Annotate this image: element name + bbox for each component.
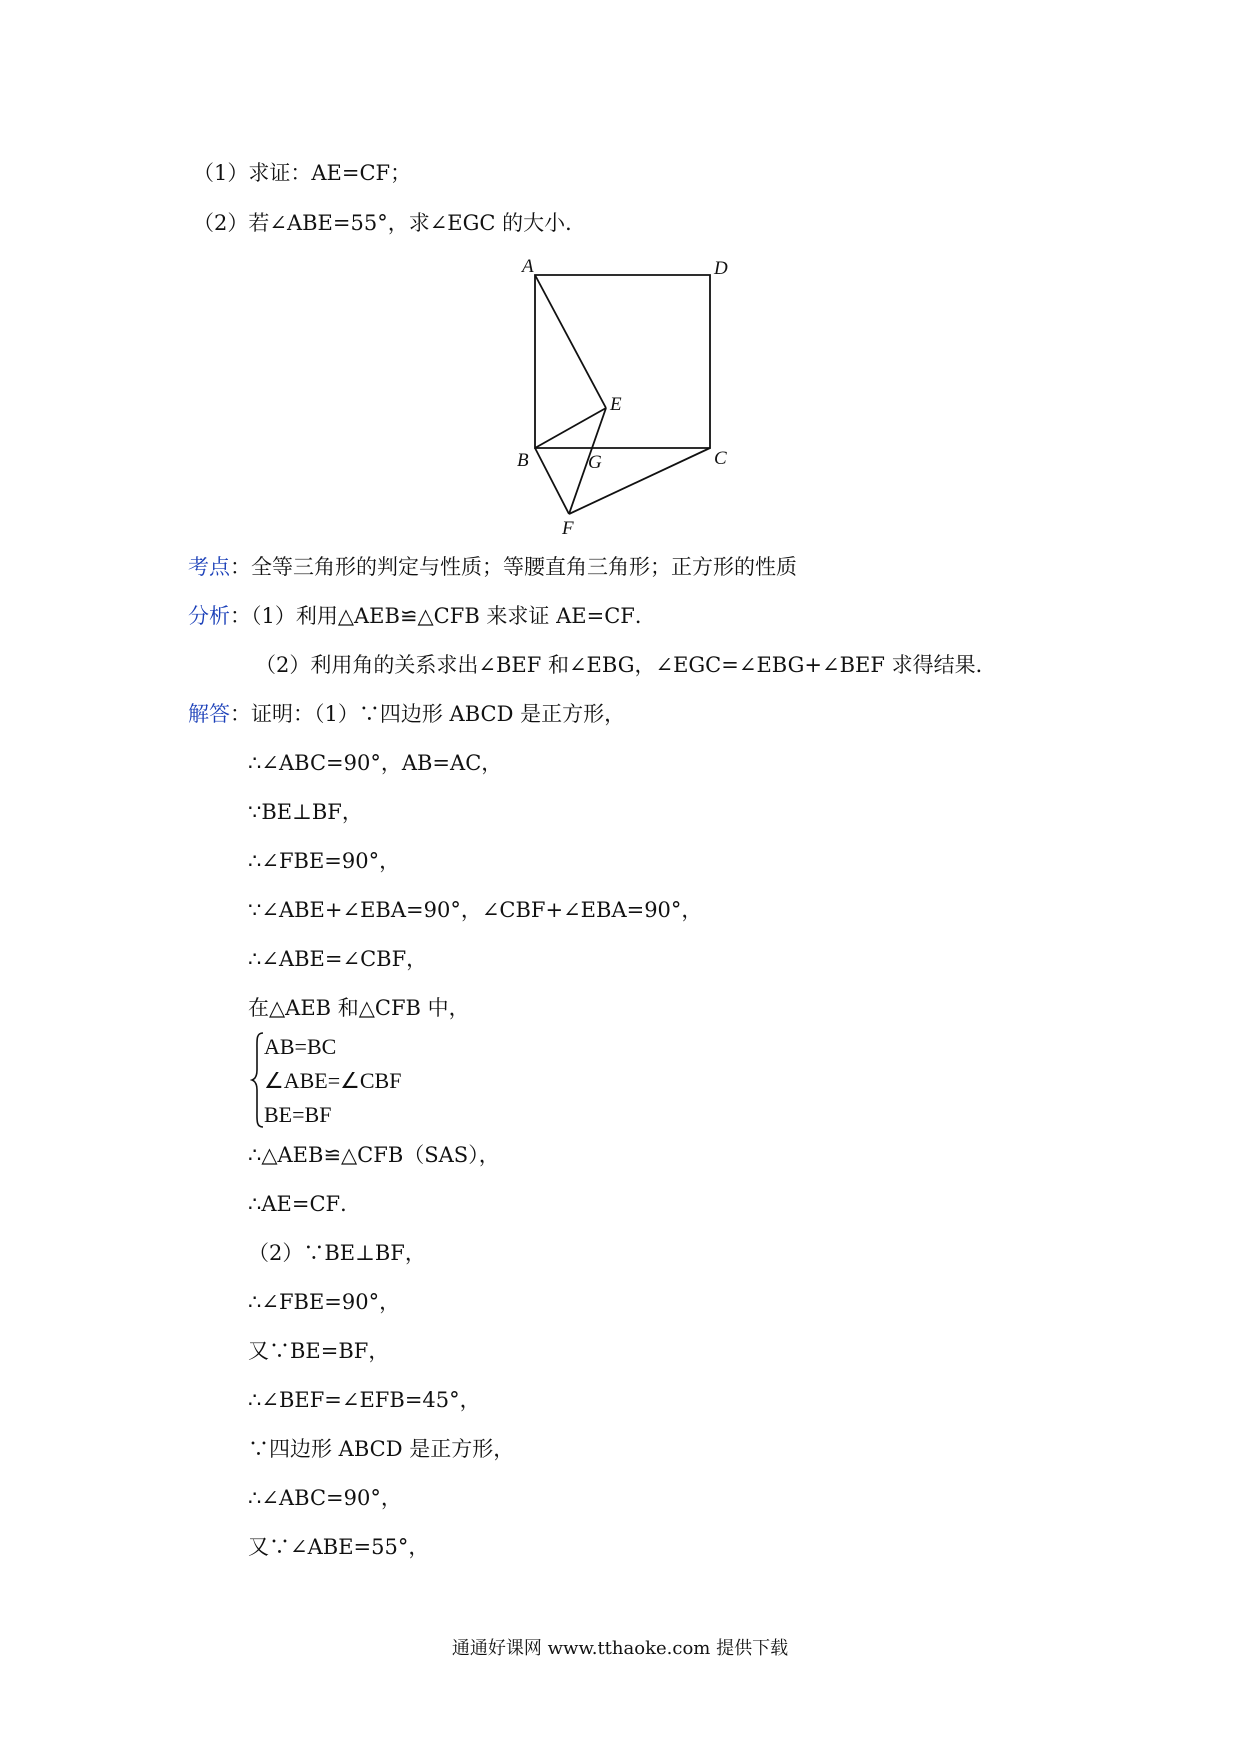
step-line: ∴∠ABE=∠CBF， bbox=[248, 947, 428, 971]
label-d: D bbox=[714, 258, 728, 279]
label-a: A bbox=[522, 256, 534, 277]
system-eq-3: BE=BF bbox=[264, 1102, 332, 1127]
step-line: ∴∠ABC=90°， bbox=[248, 1486, 402, 1510]
fenxi-text1: ：（1）利用△AEB≌△CFB 来求证 AE=CF． bbox=[230, 604, 656, 628]
label-b: B bbox=[517, 450, 529, 471]
jieda-text: ：证明：（1）∵四边形 ABCD 是正方形， bbox=[230, 702, 626, 726]
system-eq-2: ∠ABE=∠CBF bbox=[264, 1068, 402, 1093]
step-line: ∴∠FBE=90°， bbox=[248, 849, 401, 873]
label-c: C bbox=[714, 448, 727, 469]
label-f: F bbox=[562, 518, 574, 539]
square-abcd bbox=[535, 275, 710, 448]
label-g: G bbox=[588, 452, 602, 473]
step-line: ∴AE=CF． bbox=[248, 1192, 362, 1216]
fenxi-text2: （2）利用角的关系求出∠BEF 和∠EBG，∠EGC=∠EBG+∠BEF 求得结果． bbox=[255, 653, 997, 677]
equation-system bbox=[250, 1030, 450, 1130]
label-e: E bbox=[610, 394, 622, 415]
question-part2: （2）若∠ABE=55°，求∠EGC 的大小． bbox=[193, 211, 587, 235]
jieda-label: 解答 bbox=[188, 702, 230, 726]
question-part1: （1）求证：AE=CF； bbox=[193, 161, 412, 185]
geometry-figure bbox=[510, 250, 770, 540]
jieda-line bbox=[188, 699, 625, 729]
kaodian-text: ：全等三角形的判定与性质；等腰直角三角形；正方形的性质 bbox=[230, 555, 797, 579]
kaodian-line bbox=[188, 552, 797, 582]
step-line: ∴∠FBE=90°， bbox=[248, 1290, 401, 1314]
segment-ae bbox=[535, 275, 606, 408]
step-line: ∴△AEB≌△CFB（SAS）， bbox=[248, 1143, 500, 1167]
step-line: ∴∠ABC=90°，AB=AC， bbox=[248, 751, 503, 775]
page-footer: 通通好课网 www.tthaoke.com 提供下载 bbox=[451, 1638, 789, 1659]
step-line: （2）∵BE⊥BF， bbox=[248, 1241, 426, 1265]
segment-be bbox=[535, 408, 606, 448]
step-line: ∵BE⊥BF， bbox=[248, 800, 363, 824]
kaodian-label: 考点 bbox=[188, 555, 230, 579]
step-line: 又∵∠ABE=55°， bbox=[248, 1535, 430, 1559]
step-line: 在△AEB 和△CFB 中， bbox=[248, 996, 470, 1020]
segment-bf bbox=[535, 448, 569, 514]
step-line: 又∵BE=BF， bbox=[248, 1339, 390, 1363]
system-eq-1: AB=BC bbox=[264, 1034, 337, 1059]
step-line: ∴∠BEF=∠EFB=45°， bbox=[248, 1388, 481, 1412]
fenxi-line bbox=[188, 601, 656, 631]
step-line: ∵四边形 ABCD 是正方形， bbox=[248, 1437, 515, 1461]
step-line: ∵∠ABE+∠EBA=90°，∠CBF+∠EBA=90°， bbox=[248, 898, 703, 922]
fenxi-label: 分析 bbox=[188, 604, 230, 628]
